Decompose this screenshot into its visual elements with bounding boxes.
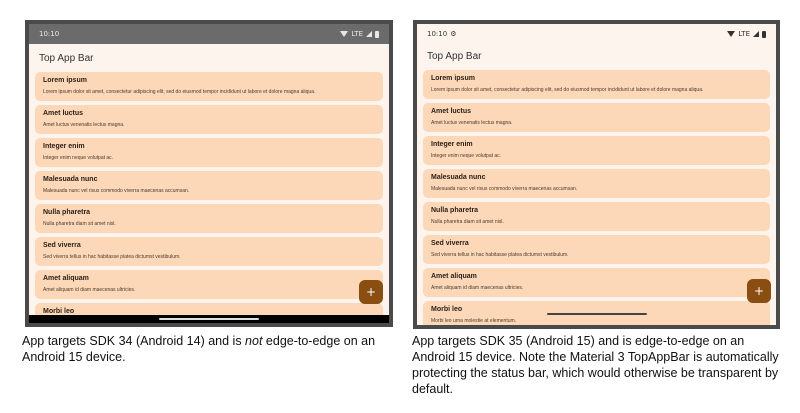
- status-time: 10:10: [39, 30, 60, 38]
- wifi-icon: [340, 31, 348, 37]
- list-item-title: Sed viverra: [43, 242, 81, 249]
- list-item-body: Integer enim neque volutpat ac.: [43, 155, 114, 161]
- settings-icon: ⚙: [450, 29, 457, 38]
- right-caption: App targets SDK 35 (Android 15) and is edge-to-edge on an Android 15 device. Note the Material 3 TopAppBar is automatically protecting the status bar, which would otherwise be transparent by default.: [412, 334, 779, 396]
- right-list[interactable]: [423, 70, 770, 325]
- list-item-body: Amet aliquam id diam maecenas ultricies.: [43, 287, 136, 293]
- list-item[interactable]: [423, 268, 770, 297]
- list-item[interactable]: [35, 237, 383, 266]
- list-item-body: Morbi leo urna molestie at elementum.: [431, 318, 517, 324]
- list-item[interactable]: [35, 105, 383, 134]
- list-item-title: Malesuada nunc: [43, 176, 98, 183]
- app-bar-title: Top App Bar: [39, 52, 94, 64]
- list-item-title: Amet luctus: [431, 108, 472, 115]
- list-item-title: Sed viverra: [431, 240, 469, 247]
- battery-icon: [762, 31, 766, 38]
- left-caption: App targets SDK 34 (Android 14) and is not edge-to-edge on an Android 15 device.: [22, 334, 376, 364]
- status-time: 10:10: [427, 30, 448, 38]
- left-top-app-bar: [29, 44, 389, 72]
- list-item-title: Integer enim: [431, 141, 473, 148]
- list-item-body: Lorem ipsum dolor sit amet, consectetur adipiscing elit, sed do eiusmod tempor incididunt ut labore et dolore magna aliqua.: [431, 87, 704, 93]
- list-item[interactable]: [423, 235, 770, 264]
- app-bar-title: Top App Bar: [427, 50, 482, 62]
- list-item-title: Morbi leo: [431, 306, 463, 313]
- list-item-body: Integer enim neque volutpat ac.: [431, 153, 502, 159]
- list-item-body: Amet luctus venenatis lectus magna.: [43, 122, 125, 128]
- left-navigation-bar: [29, 315, 389, 323]
- list-item-body: Malesuada nunc vel risus commodo viverra maecenas accumsan.: [43, 188, 190, 194]
- list-item[interactable]: [35, 204, 383, 233]
- list-item-title: Amet aliquam: [43, 275, 89, 282]
- add-fab-button[interactable]: [359, 280, 383, 304]
- list-item-title: Nulla pharetra: [43, 209, 91, 216]
- right-device-screen: [417, 24, 776, 325]
- list-item[interactable]: [423, 103, 770, 132]
- battery-icon: [375, 31, 379, 38]
- left-list[interactable]: [35, 72, 383, 323]
- network-type: LTE: [738, 30, 750, 38]
- list-item-body: Amet luctus venenatis lectus magna.: [431, 120, 513, 126]
- cell-signal-icon: [366, 31, 372, 37]
- list-item-title: Lorem ipsum: [43, 77, 87, 84]
- right-device-frame: [413, 20, 780, 329]
- list-item[interactable]: [35, 72, 383, 101]
- list-item-title: Morbi leo: [43, 308, 75, 315]
- cell-signal-icon: [753, 31, 759, 37]
- right-top-app-bar: [417, 42, 776, 70]
- list-item[interactable]: [35, 171, 383, 200]
- list-item-title: Malesuada nunc: [431, 174, 486, 181]
- right-status-bar: [417, 24, 776, 44]
- list-item[interactable]: [423, 202, 770, 231]
- list-item-body: Sed viverra tellus in hac habitasse platea dictumst vestibulum.: [43, 254, 181, 260]
- list-item[interactable]: [35, 138, 383, 167]
- list-item-body: Malesuada nunc vel risus commodo viverra maecenas accumsan.: [431, 186, 578, 192]
- gesture-handle[interactable]: [159, 318, 259, 320]
- list-item-title: Amet aliquam: [431, 273, 477, 280]
- left-status-bar: [29, 24, 389, 44]
- list-item-body: Nulla pharetra diam sit amet nisl.: [43, 221, 116, 227]
- list-item-title: Nulla pharetra: [431, 207, 479, 214]
- list-item-body: Sed viverra tellus in hac habitasse platea dictumst vestibulum.: [431, 252, 569, 258]
- list-item-title: Integer enim: [43, 143, 85, 150]
- list-item[interactable]: [35, 270, 383, 299]
- network-type: LTE: [351, 30, 363, 38]
- list-item-title: Amet luctus: [43, 110, 84, 117]
- list-item[interactable]: [423, 136, 770, 165]
- list-item[interactable]: [423, 70, 770, 99]
- plus-icon: +: [365, 285, 377, 299]
- plus-icon: +: [753, 284, 765, 298]
- left-device-screen: [29, 24, 389, 323]
- add-fab-button[interactable]: [747, 279, 771, 303]
- list-item-body: Nulla pharetra diam sit amet nisl.: [431, 219, 504, 225]
- list-item-body: Amet aliquam id diam maecenas ultricies.: [431, 285, 524, 291]
- list-item[interactable]: [423, 169, 770, 198]
- gesture-handle[interactable]: [547, 313, 647, 315]
- wifi-icon: [727, 31, 735, 37]
- list-item-body: Lorem ipsum dolor sit amet, consectetur adipiscing elit, sed do eiusmod tempor incididunt ut labore et dolore magna aliqua.: [43, 89, 316, 95]
- list-item-title: Lorem ipsum: [431, 75, 475, 82]
- left-device-frame: [25, 20, 393, 327]
